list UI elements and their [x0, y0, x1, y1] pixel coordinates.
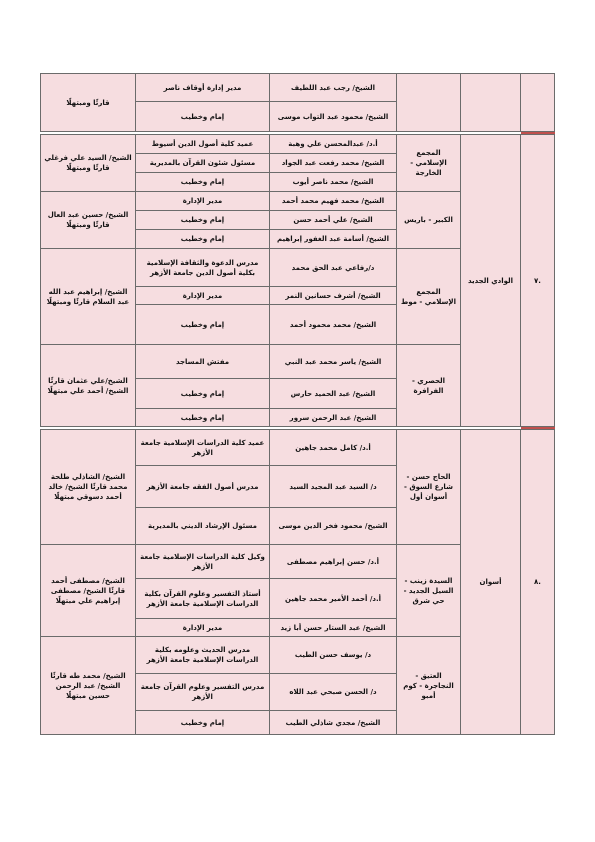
section-number: .٧ — [521, 135, 555, 427]
person-cell: الشيخ/ رجب عبد اللطيف — [270, 74, 397, 102]
reader-cell: الشيخ/ مصطفى أحمد قارئًا الشيخ/ مصطفى إبراهيم علي مبتهلًا — [41, 545, 136, 637]
person-cell: الشيخ/ محمود عبد التواب موسى — [270, 102, 397, 132]
reader-cell: الشيخ/ حسين عبد العال قارئًا ومبتهلًا — [41, 192, 136, 249]
role-cell: مدير الإدارة — [136, 287, 270, 305]
mosque-cell: الكبير - باريس — [397, 192, 461, 249]
role-cell: مدير الإدارة — [136, 619, 270, 637]
person-cell: الشيخ/ عبد الستار حسن أبا زيد — [270, 619, 397, 637]
role-cell: مدير الإدارة — [136, 192, 270, 211]
table-row — [41, 430, 555, 466]
person-cell: الشيخ/ عبد الرحمن سرور — [270, 409, 397, 427]
person-cell: الشيخ/ محمد ناصر أيوب — [270, 173, 397, 192]
person-cell: د/ الحسن صبحي عبد اللاه — [270, 674, 397, 711]
role-cell: مسئول الإرشاد الديني بالمديرية — [136, 508, 270, 545]
table-row — [41, 74, 555, 102]
mosque-cell — [397, 74, 461, 132]
reader-cell: الشيخ/ محمد طه قارئًا الشيخ/ عبد الرحمن حسين مبتهلًا — [41, 637, 136, 735]
role-cell: إمام وخطيب — [136, 173, 270, 192]
reader-cell: الشيخ/علي عثمان قارئًا الشيخ/ أحمد علي مبتهلًا — [41, 345, 136, 427]
person-cell: أ.د/ عبدالمحسن علي وهبة — [270, 135, 397, 154]
person-cell: الشيخ/ أشرف حسانين النمر — [270, 287, 397, 305]
person-cell: أ.د/ حسن إبراهيم مصطفى — [270, 545, 397, 579]
governorate-cell: الوادي الجديد — [461, 135, 521, 427]
role-cell: مفتش المساجد — [136, 345, 270, 379]
role-cell: مدرس الدعوة والثقافة الإسلامية بكلية أصول الدين جامعة الأزهر — [136, 249, 270, 287]
role-cell: مدرس التفسير وعلوم القرآن جامعة الأزهر — [136, 674, 270, 711]
role-cell: مدرس أصول الفقه جامعة الأزهر — [136, 466, 270, 508]
mosque-cell: العتيق - النجاجرة - كوم أمبو — [397, 637, 461, 735]
role-cell: إمام وخطيب — [136, 230, 270, 249]
governorate-cell — [461, 74, 521, 132]
person-cell: أ.د/ أحمد الأمير محمد جاهين — [270, 579, 397, 619]
role-cell: إمام وخطيب — [136, 711, 270, 735]
mosque-cell: الحاج حسن - شارع السوق - أسوان أول — [397, 430, 461, 545]
governorate-cell: أسوان — [461, 430, 521, 735]
section-number: .٨ — [521, 430, 555, 735]
mosque-cell: المجمع الإسلامي - موط — [397, 249, 461, 345]
role-cell: إمام وخطيب — [136, 102, 270, 132]
person-cell: د/رفاعي عبد الحق محمد — [270, 249, 397, 287]
role-cell: أستاذ التفسير وعلوم القرآن بكلية الدراسات الإسلامية جامعة الأزهر — [136, 579, 270, 619]
person-cell: الشيخ/ ياسر محمد عبد النبي — [270, 345, 397, 379]
reader-cell: الشيخ/ الشاذلي طلحة محمد قارئًا الشيخ/ خالد أحمد دسوقي مبتهلًا — [41, 430, 136, 545]
role-cell: مدرس الحديث وعلومه بكلية الدراسات الإسلامية جامعة الأزهر — [136, 637, 270, 674]
role-cell: عميد كلية أصول الدين أسيوط — [136, 135, 270, 154]
reader-cell: الشيخ/ السيد علي فرغلي قارئًا ومبتهلًا — [41, 135, 136, 192]
mosque-cell: المجمع الإسلامي - الخارجة — [397, 135, 461, 192]
person-cell: الشيخ/ مجدي شاذلي الطيب — [270, 711, 397, 735]
role-cell: مدير إدارة أوقاف ناصر — [136, 74, 270, 102]
person-cell: الشيخ/ عبد الحميد حارس — [270, 379, 397, 409]
assignments-table — [40, 73, 555, 735]
mosque-cell: الحصري - الفرافرة — [397, 345, 461, 427]
role-cell: إمام وخطيب — [136, 409, 270, 427]
person-cell: أ.د/ كامل محمد جاهين — [270, 430, 397, 466]
role-cell: عميد كلية الدراسات الإسلامية جامعة الأزهر — [136, 430, 270, 466]
person-cell: الشيخ/ علي أحمد حسن — [270, 211, 397, 230]
table-row — [41, 135, 555, 154]
role-cell: إمام وخطيب — [136, 379, 270, 409]
person-cell: د/ السيد عبد المجيد السيد — [270, 466, 397, 508]
role-cell: إمام وخطيب — [136, 305, 270, 345]
role-cell: وكيل كلية الدراسات الإسلامية جامعة الأزهر — [136, 545, 270, 579]
role-cell: إمام وخطيب — [136, 211, 270, 230]
person-cell: الشيخ/ أسامة عبد الغفور إبراهيم — [270, 230, 397, 249]
mosque-cell: السيدة زينب - السيل الجديد - حي شرق — [397, 545, 461, 637]
reader-cell: الشيخ/ إبراهيم عبد الله عبد السلام قارئًا ومبتهلًا — [41, 249, 136, 345]
person-cell: الشيخ/ محمد رفعت عبد الجواد — [270, 154, 397, 173]
person-cell: د/ يوسف حسن الطيب — [270, 637, 397, 674]
person-cell: الشيخ/ محمد محمود أحمد — [270, 305, 397, 345]
role-cell: مسئول شئون القرآن بالمديرية — [136, 154, 270, 173]
person-cell: الشيخ/ محمد فهيم محمد أحمد — [270, 192, 397, 211]
section-number — [521, 74, 555, 132]
person-cell: الشيخ/ محمود فخر الدين موسى — [270, 508, 397, 545]
reader-cell: قارئًا ومبتهلًا — [41, 74, 136, 132]
